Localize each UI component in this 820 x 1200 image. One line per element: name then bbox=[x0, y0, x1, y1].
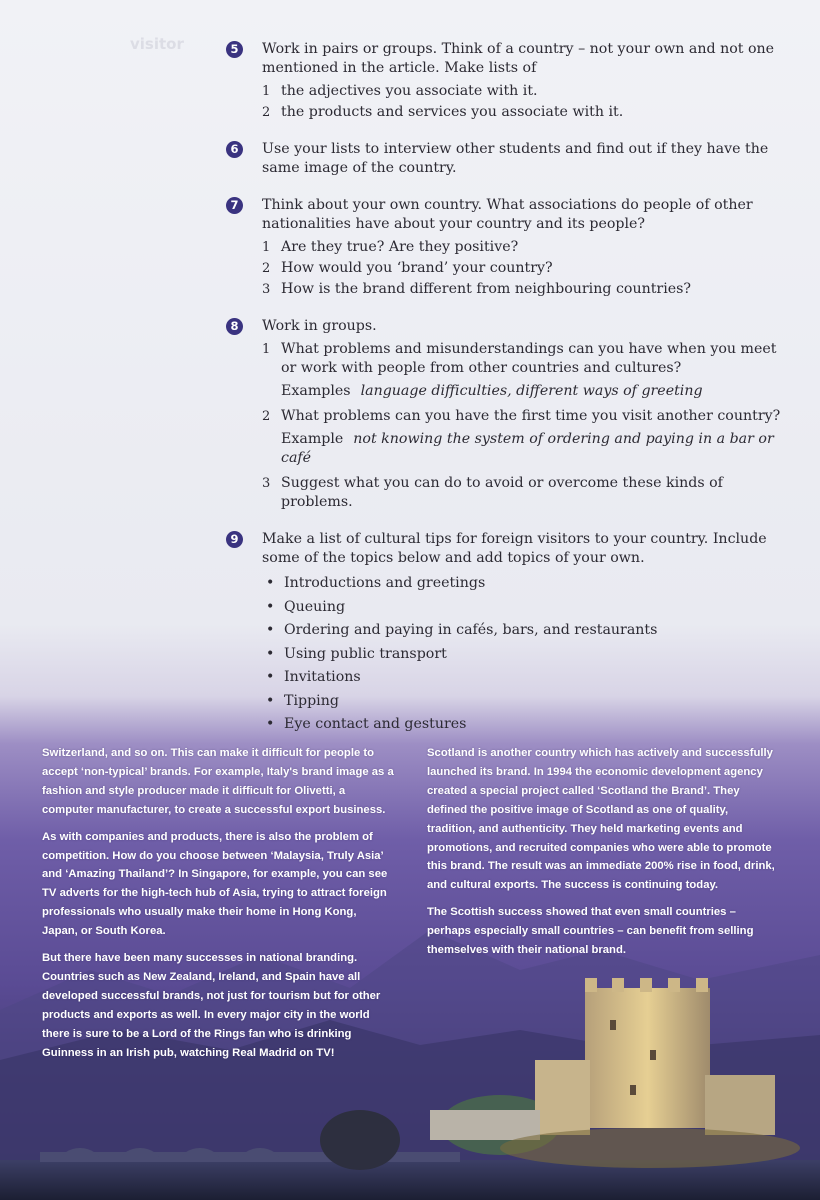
article-column-left bbox=[42, 744, 394, 1071]
task-6 bbox=[226, 140, 786, 178]
list-item: 3 How is the brand different from neighbouring countries? bbox=[262, 281, 692, 297]
task-instruction: Make a list of cultural tips for foreign visitors to your country. Include some of the topics below and add topics of your own. bbox=[262, 531, 767, 566]
list-item: 3 Suggest what you can do to avoid or overcome these kinds of problems. bbox=[262, 475, 723, 510]
article-paragraph: Switzerland, and so on. This can make it difficult for people to accept ‘non-typical’ brands. For example, Italy's brand image as a fashion and style producer made it difficult for Olivetti, a computer manufacturer, to create a successful export business. bbox=[42, 747, 394, 816]
task-7 bbox=[226, 196, 786, 299]
article-paragraph: As with companies and products, there is also the problem of competition. How do you choose between ‘Malaysia, Truly Asia’ and ‘Amazing Thailand’? In Singapore, for example, you can see TV adverts for the high-tech hub of Asia, trying to attract foreign professionals who usually make their home in Hong Kong, Japan, or South Korea. bbox=[42, 830, 388, 938]
task-instruction: Use your lists to interview other students and find out if they have the same image of the country. bbox=[262, 141, 769, 176]
faded-heading: visitor bbox=[130, 35, 184, 53]
task-number-badge: 9 bbox=[226, 531, 243, 548]
example-line: Examples language difficulties, different ways of greeting bbox=[281, 383, 703, 399]
article-paragraph: The Scottish success showed that even small countries – perhaps especially small countries – can benefit from selling themselves with their national brand. bbox=[427, 906, 754, 957]
list-item: 2 the products and services you associate with it. bbox=[262, 104, 624, 120]
task-number-badge: 8 bbox=[226, 318, 243, 335]
list-item: • Introductions and greetings bbox=[262, 574, 786, 593]
list-item: • Tipping bbox=[262, 692, 786, 711]
article-paragraph: But there have been many successes in national branding. Countries such as New Zealand, Ireland, and Spain have all developed successful brands, not just for tourism but for other products and exports as well. In every major city in the world there is sure to be a Lord of the Rings fan who is drinking Guinness in an Irish pub, watching Real Madrid on TV! bbox=[42, 952, 381, 1059]
task-instruction: Think about your own country. What associations do people of other nationalities have about your country and its people? bbox=[262, 197, 753, 232]
task-instruction: Work in pairs or groups. Think of a country – not your own and not one mentioned in the article. Make lists of bbox=[262, 41, 775, 76]
example-line: Example not knowing the system of ordering and paying in a bar or café bbox=[281, 431, 774, 466]
list-item: 2 How would you ‘brand’ your country? bbox=[262, 260, 553, 276]
task-number-badge: 6 bbox=[226, 141, 243, 158]
list-item: 1 Are they true? Are they positive? bbox=[262, 239, 519, 255]
task-number-badge: 7 bbox=[226, 197, 243, 214]
article-column-right bbox=[427, 744, 779, 968]
topic-list bbox=[262, 574, 786, 734]
list-item: • Invitations bbox=[262, 668, 786, 687]
task-instruction: Work in groups. bbox=[262, 318, 377, 334]
article-paragraph: Scotland is another country which has actively and successfully launched its brand. In 1994 the economic development agency created a special project called ‘Scotland the Brand’. They defined the positive image of Scotland as one of quality, tradition, and authenticity. They held marketing events and promotions, and recruited companies who were able to promote this brand. The result was an immediate 200% rise in food, drink, and cultural exports. The success is continuing today. bbox=[427, 747, 775, 892]
task-5 bbox=[226, 40, 786, 122]
task-8 bbox=[226, 317, 786, 512]
task-9 bbox=[226, 530, 786, 734]
list-item: • Eye contact and gestures bbox=[262, 715, 786, 734]
task-list bbox=[226, 40, 786, 752]
list-item: 1 What problems and misunderstandings can you have when you meet or work with people from other countries and cultures? bbox=[262, 341, 777, 376]
task-number-badge: 5 bbox=[226, 41, 243, 58]
list-item: 1 the adjectives you associate with it. bbox=[262, 83, 538, 99]
list-item: 2 What problems can you have the first time you visit another country? bbox=[262, 408, 781, 424]
list-item: • Ordering and paying in cafés, bars, and restaurants bbox=[262, 621, 786, 640]
list-item: • Queuing bbox=[262, 598, 786, 617]
list-item: • Using public transport bbox=[262, 645, 786, 664]
